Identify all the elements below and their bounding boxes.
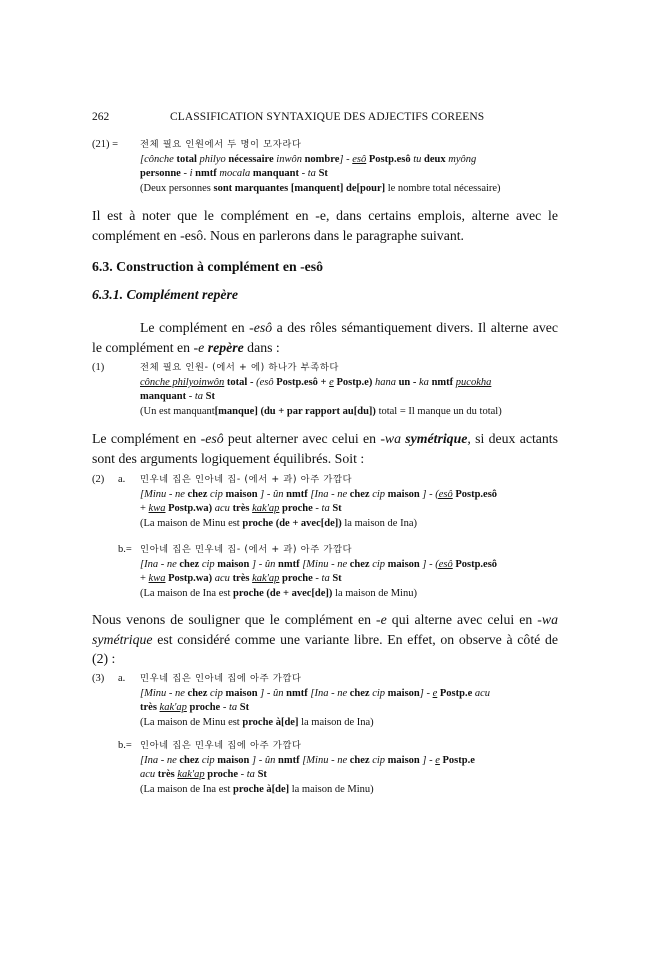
translation-line: (La maison de Ina est proche à[de] la maison de Minu)	[140, 783, 374, 795]
gloss-line: [Minu - ne chez cip maison ] - ûn nmtf [Ina - ne chez cip maison ] - (esô Postp.esô	[140, 488, 498, 500]
gloss-line: [Ina - ne chez cip maison ] - ûn nmtf [Minu - ne chez cip maison ] - (esô Postp.esô	[140, 558, 498, 570]
gloss-line: manquant - ta St	[140, 391, 215, 403]
korean-line: 전체 필요 인원- (에서 + 에) 하나가 부족하다	[140, 362, 339, 373]
gloss-line: + kwa Postp.wa) acu très kak'ap proche - ta St	[140, 573, 342, 585]
gloss-line: [Minu - ne chez cip maison ] - ûn nmtf [Ina - ne chez cip maison] - e Postp.e acu	[140, 687, 491, 699]
korean-line: 민우네 집은 인아네 집- (에서 + 과) 아주 가깝다	[140, 474, 353, 485]
example-sub-label: a.	[118, 474, 126, 485]
example-number: (2)	[92, 474, 105, 485]
gloss-line: [cônche total philyo nécessaire inwôn nombre] - esô Postp.esô tu deux myông	[140, 153, 477, 165]
example-body	[140, 543, 497, 601]
gloss-line: cônche philyoinwôn total - (esô Postp.esô + e Postp.e) hana un - ka nmtf pucokha	[140, 376, 492, 388]
subsection-heading: 6.3.1. Complément repère	[92, 287, 238, 302]
translation-line: (La maison de Ina est proche (de + avec[de]) la maison de Minu)	[140, 587, 417, 599]
gloss-line: personne - i nmtf mocala manquant - ta St	[140, 168, 328, 180]
gloss-line: [Ina - ne chez cip maison ] - ûn nmtf [Minu - ne chez cip maison ] - e Postp.e	[140, 754, 475, 766]
gloss-line: acu très kak'ap proche - ta St	[140, 769, 267, 781]
translation-line: (Deux personnes sont marquantes [manquent] de[pour] le nombre total nécessaire)	[140, 182, 501, 194]
example-number: (1)	[92, 362, 105, 373]
korean-line: 민우네 집은 인아네 집에 아주 가깝다	[140, 673, 302, 684]
paragraph: Le complément en -esô peut alterner avec celui en -wa symétrique, si deux actants sont des arguments logiquement équilibrés. Soit :	[92, 431, 559, 466]
translation-line: (La maison de Minu est proche (de + avec[de]) la maison de Ina)	[140, 517, 417, 529]
korean-line: 전체 필요 인원에서 두 명이 모자라다	[140, 139, 302, 150]
paragraph: Le complément en -esô a des rôles sémantiquement divers. Il alterne avec le complément en -e repère dans :	[92, 320, 558, 355]
example-body	[140, 672, 490, 730]
gloss-line: très kak'ap proche - ta St	[140, 702, 250, 714]
example-body	[140, 473, 497, 531]
running-title: CLASSIFICATION SYNTAXIQUE DES ADJECTIFS COREENS	[170, 111, 485, 123]
korean-line: 인아네 집은 민우네 집- (에서 + 과) 아주 가깝다	[140, 544, 353, 555]
korean-line: 인아네 집은 민우네 집에 아주 가깝다	[140, 740, 302, 751]
example-body	[140, 361, 502, 419]
translation-line: (Un est manquant[manque] (du + par rapport au[du]) total = Il manque un du total)	[140, 405, 502, 417]
example-sub-label: b.=	[118, 740, 132, 751]
example-body	[140, 138, 501, 196]
example-number: (3)	[92, 673, 105, 684]
example-sub-label: b.=	[118, 544, 132, 555]
example-sub-label: a.	[118, 673, 126, 684]
paragraph: Nous venons de souligner que le complément en -e qui alterne avec celui en -wa symétrique est considéré comme une variante libre. En effet, on observe à côté de (2) :	[92, 612, 558, 666]
gloss-line: + kwa Postp.wa) acu très kak'ap proche - ta St	[140, 503, 342, 515]
paragraph: Il est à noter que le complément en -e, dans certains emplois, alterne avec le complément en -esô. Nous en parlerons dans le paragraphe suivant.	[92, 208, 558, 243]
example-body	[140, 739, 475, 797]
translation-line: (La maison de Minu est proche à[de] la maison de Ina)	[140, 716, 374, 728]
page-number: 262	[92, 111, 110, 123]
example-number: (21) =	[92, 139, 119, 150]
section-heading: 6.3. Construction à complément en -esô	[92, 259, 324, 274]
